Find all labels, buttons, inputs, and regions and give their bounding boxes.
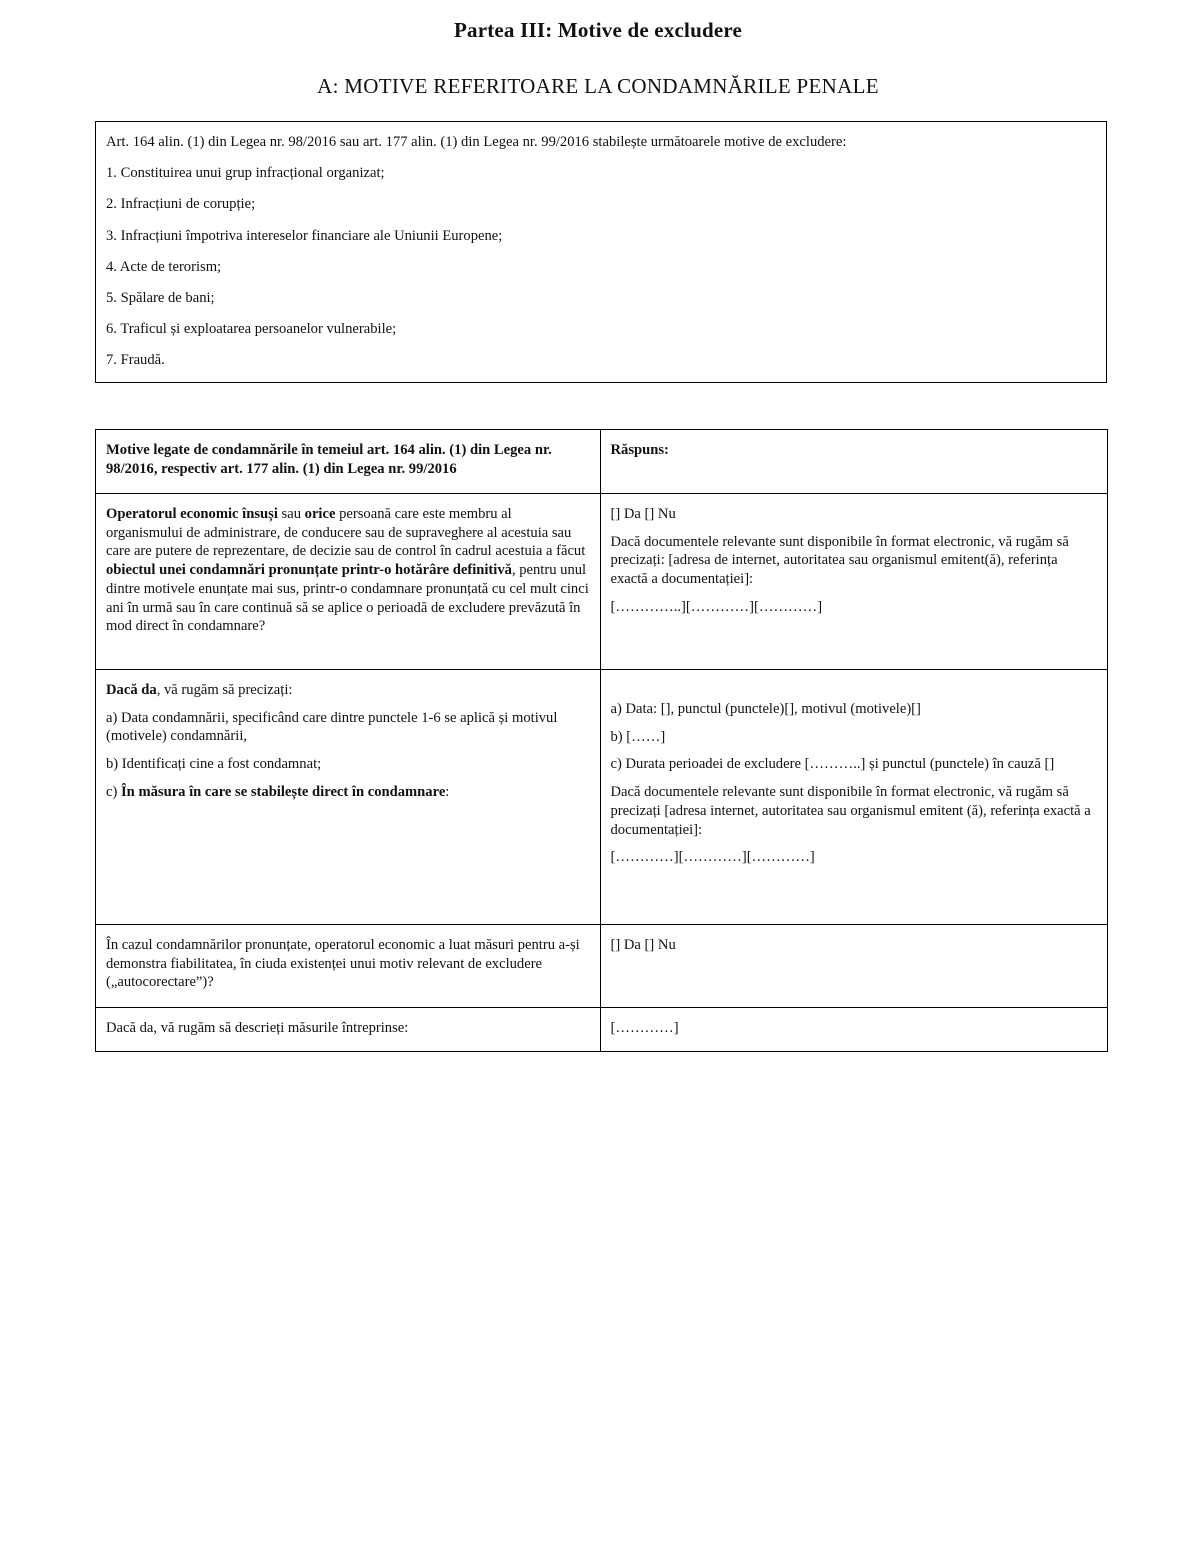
- yes-no-choice[interactable]: [] Da [] Nu: [610, 506, 676, 522]
- ground-item: 6. Traficul și exploatarea persoanelor vulnerabile;: [106, 321, 397, 338]
- table-row: [96, 925, 1108, 1008]
- intro-lead: Art. 164 alin. (1) din Legea nr. 98/2016 sau art. 177 alin. (1) din Legea nr. 99/2016 stabilește următoarele motive de excludere:: [106, 134, 847, 150]
- ground-item: 4. Acte de terorism;: [106, 258, 222, 275]
- ground-item: 5. Spălare de bani;: [106, 290, 215, 307]
- details-intro-text: , vă rugăm să precizați:: [156, 682, 293, 698]
- detail-c: [106, 783, 590, 802]
- answer-b-field[interactable]: b) [……]: [610, 728, 666, 745]
- question-cell: [96, 494, 601, 670]
- question-cell: [96, 670, 601, 925]
- answer-a-field[interactable]: a) Data: [], punctul (punctele)[], motivul (motivele)[]: [610, 701, 921, 717]
- header-answer-cell: [600, 430, 1108, 494]
- details-intro-bold: Dacă da: [106, 682, 157, 698]
- table-row: [96, 1008, 1108, 1052]
- answer-c-field[interactable]: c) Durata perioadei de excludere [………..] și punctul (punctele) în cauză []: [610, 756, 1055, 773]
- table-row: [96, 494, 1108, 670]
- document-note: Dacă documentele relevante sunt disponibile în format electronic, vă rugăm să precizați [adresa internet, autoritatea sau organismul emitent (ă), referința exactă a documentației]:: [610, 784, 1091, 838]
- detail-b: b) Identificați cine a fost condamnat;: [106, 756, 322, 773]
- question-cell: [96, 925, 601, 1008]
- header-question: Motive legate de condamnările în temeiul art. 164 alin. (1) din Legea nr. 98/2016, respectiv art. 177 alin. (1) din Legea nr. 99/2016: [106, 442, 552, 477]
- details-intro: [106, 681, 590, 700]
- document-reference-field[interactable]: […………][…………][…………]: [610, 849, 815, 866]
- question-text: persoană care este membru al organismului de administrare, de conducere sau de supraveghere al acestuia sau care are putere de reprezentare, de decizie sau de control în cadrul acestuia a făcut: [106, 506, 586, 560]
- table-row: [96, 670, 1108, 925]
- section-title: A: MOTIVE REFERITOARE LA CONDAMNĂRILE PENALE: [317, 74, 879, 98]
- detail-a: a) Data condamnării, specificând care dintre punctele 1-6 se aplică și motivul (motivele) condamnării,: [106, 709, 558, 745]
- question-bold: Operatorul economic însuși: [106, 506, 278, 522]
- detail-c-bold: În măsura în care se stabilește direct în condamnare: [121, 783, 446, 800]
- ground-item: 2. Infracțiuni de corupție;: [106, 196, 256, 213]
- header-answer: Răspuns:: [610, 442, 669, 458]
- header-question-cell: [96, 430, 601, 494]
- question-text: , pentru unul dintre motivele enunțate mai sus, printr-o condamnare pronunțată cu cel mult cinci ani în urmă sau în care continuă să se aplice o perioadă de excludere prevăzută în mod direct în condamnare?: [106, 562, 589, 635]
- table-header-row: [96, 430, 1108, 494]
- conviction-question: [106, 505, 590, 636]
- self-cleaning-question: În cazul condamnărilor pronunțate, operatorul economic a luat măsuri pentru a-și demonstra fiabilitatea, în ciuda existenței unui motiv relevant de excludere („autocorectare”)?: [106, 937, 580, 991]
- measures-field[interactable]: […………]: [610, 1020, 679, 1036]
- document-note: Dacă documentele relevante sunt disponibile în format electronic, vă rugăm să precizați: [adresa de internet, autoritatea sau organismul emitent(ă), referința exactă a documentației]:: [610, 533, 1069, 588]
- page-title: Partea III: Motive de excludere: [453, 18, 743, 42]
- document-reference-field[interactable]: […………..][…………][…………]: [610, 598, 823, 615]
- answer-cell: [600, 494, 1108, 670]
- question-bold: orice: [304, 506, 336, 522]
- ground-item: 3. Infracțiuni împotriva intereselor financiare ale Uniunii Europene;: [106, 227, 503, 244]
- answer-cell: [600, 925, 1108, 1008]
- yes-no-choice[interactable]: [] Da [] Nu: [610, 937, 676, 953]
- detail-c-suffix: :: [445, 783, 450, 800]
- exclusion-grounds-box: [95, 121, 1107, 383]
- answer-cell: [600, 1008, 1108, 1052]
- convictions-table: [95, 429, 1108, 1052]
- question-text: sau: [277, 506, 305, 522]
- answer-cell: [600, 670, 1108, 925]
- ground-item: 7. Fraudă.: [106, 352, 165, 369]
- ground-item: 1. Constituirea unui grup infracțional organizat;: [106, 165, 385, 182]
- measures-question: Dacă da, vă rugăm să descrieți măsurile întreprinse:: [106, 1020, 409, 1036]
- detail-c-prefix: c): [106, 783, 121, 800]
- question-bold: obiectul unei condamnări pronunțate printr-o hotărâre definitivă: [106, 562, 512, 579]
- question-cell: [96, 1008, 601, 1052]
